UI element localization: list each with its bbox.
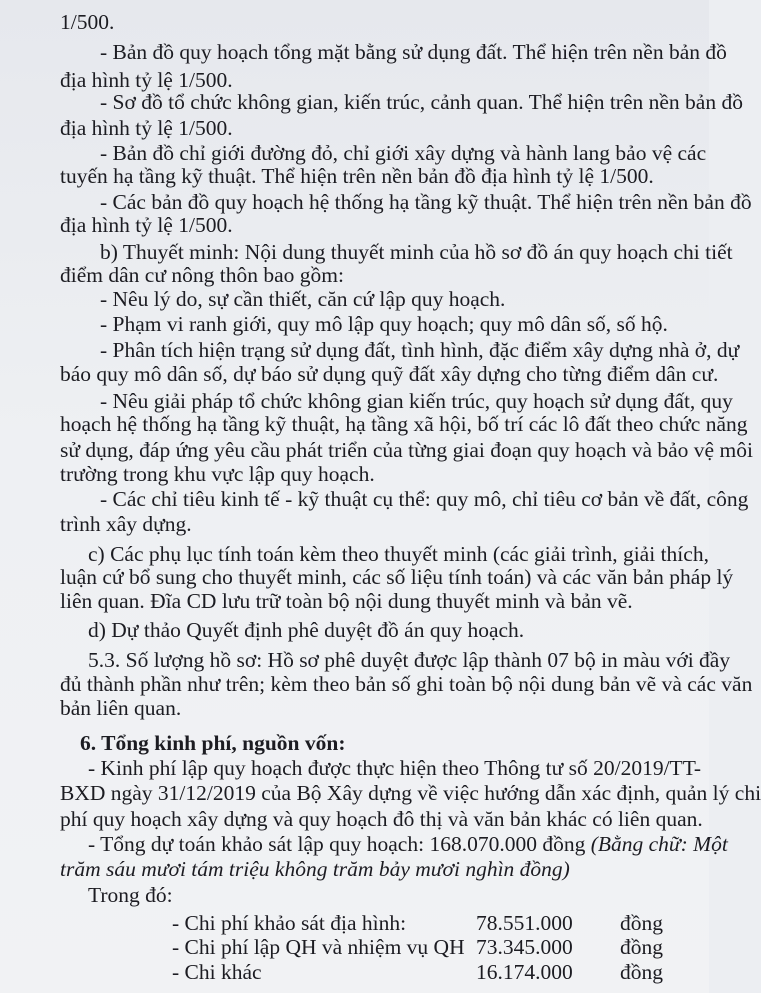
text-line: Trong đó: (88, 883, 173, 907)
text-line: - Nêu giải pháp tổ chức không gian kiến trúc, quy hoạch sử dụng đất, quy (100, 389, 733, 413)
text-line: liên quan. Đĩa CD lưu trữ toàn bộ nội dung thuyết minh và bản vẽ. (60, 589, 633, 613)
text-line: 5.3. Số lượng hồ sơ: Hồ sơ phê duyệt được lập thành 07 bộ in màu với đầy (88, 648, 731, 672)
text-line: - Bản đồ chỉ giới đường đỏ, chỉ giới xây dựng và hành lang bảo vệ các (100, 141, 707, 165)
cost-row (0, 934, 709, 960)
cost-unit: đồng (620, 935, 663, 959)
text-line: đủ thành phần như trên; kèm theo bản số ghi toàn bộ nội dung bản vẽ và các văn (60, 672, 753, 696)
text-line: - Phạm vi ranh giới, quy mô lập quy hoạch; quy mô dân số, số hộ. (100, 312, 668, 336)
text-line: - Các bản đồ quy hoạch hệ thống hạ tầng kỹ thuật. Thể hiện trên nền bản đồ (100, 190, 752, 214)
total-estimate-text: - Tổng dự toán khảo sát lập quy hoạch: 168.070.000 đồng (88, 832, 591, 856)
cost-row (0, 910, 709, 936)
text-line: - Các chỉ tiêu kinh tế - kỹ thuật cụ thể: quy mô, chỉ tiêu cơ bản về đất, công (100, 487, 749, 511)
text-line: địa hình tỷ lệ 1/500. (60, 68, 233, 92)
cost-unit: đồng (620, 911, 663, 935)
text-line: - Kinh phí lập quy hoạch được thực hiện theo Thông tư số 20/2019/TT- (88, 756, 702, 780)
text-line: báo quy mô dân số, dự báo sử dụng quỹ đất xây dựng cho từng điểm dân cư. (60, 362, 719, 386)
text-line: trình xây dựng. (60, 512, 192, 536)
text-line: phí quy hoạch xây dựng và quy hoạch đô thị và văn bản khác có liên quan. (60, 807, 703, 831)
text-line (0, 831, 728, 857)
text-line: địa hình tỷ lệ 1/500. (60, 116, 233, 140)
cost-unit: đồng (620, 960, 663, 984)
cost-label: - Chi khác (172, 960, 262, 984)
amount-in-words-start: (Bằng chữ: Một (590, 832, 728, 856)
text-line: luận cứ bổ sung cho thuyết minh, các số liệu tính toán) và các văn bản pháp lý (60, 565, 734, 589)
cost-label: - Chi phí lập QH và nhiệm vụ QH (172, 935, 465, 959)
text-line: c) Các phụ lục tính toán kèm theo thuyết minh (các giải trình, giải thích, (88, 542, 709, 566)
cost-amount: 16.174.000 (476, 960, 573, 984)
text-line: hoạch hệ thống hạ tầng kỹ thuật, hạ tầng xã hội, bố trí các lô đất theo chức năng (60, 412, 748, 436)
cost-label: - Chi phí khảo sát địa hình: (172, 911, 407, 935)
text-line: điểm dân cư nông thôn bao gồm: (60, 263, 344, 287)
text-line: d) Dự thảo Quyết định phê duyệt đồ án quy hoạch. (88, 618, 525, 642)
text-line: 1/500. (60, 10, 115, 34)
text-line: - Phân tích hiện trạng sử dụng đất, tình hình, đặc điểm xây dựng nhà ở, dự (100, 338, 740, 362)
text-line: sử dụng, đáp ứng yêu cầu phát triển của từng giai đoạn quy hoạch và bảo vệ môi (60, 438, 753, 462)
text-line: tuyến hạ tầng kỹ thuật. Thể hiện trên nền bản đồ địa hình tỷ lệ 1/500. (60, 164, 654, 188)
text-line: - Nêu lý do, sự cần thiết, căn cứ lập quy hoạch. (100, 287, 506, 311)
text-line: b) Thuyết minh: Nội dung thuyết minh của hồ sơ đồ án quy hoạch chi tiết (100, 240, 733, 264)
text-line: BXD ngày 31/12/2019 của Bộ Xây dựng về việc hướng dẫn xác định, quản lý chi (60, 781, 761, 805)
text-line: bản liên quan. (60, 696, 182, 720)
cost-amount: 78.551.000 (476, 911, 573, 935)
section-heading: 6. Tổng kinh phí, nguồn vốn: (80, 731, 346, 755)
text-line: - Sơ đồ tổ chức không gian, kiến trúc, cảnh quan. Thể hiện trên nền bản đồ (100, 90, 743, 114)
cost-row (0, 959, 709, 985)
text-line: địa hình tỷ lệ 1/500. (60, 213, 233, 237)
text-line: - Bản đồ quy hoạch tổng mặt bằng sử dụng đất. Thể hiện trên nền bản đồ (100, 40, 727, 64)
cost-amount: 73.345.000 (476, 935, 573, 959)
amount-in-words: trăm sáu mươi tám triệu không trăm bảy mươi nghìn đồng) (60, 857, 570, 881)
text-line: trường trong khu vực lập quy hoạch. (60, 462, 375, 486)
